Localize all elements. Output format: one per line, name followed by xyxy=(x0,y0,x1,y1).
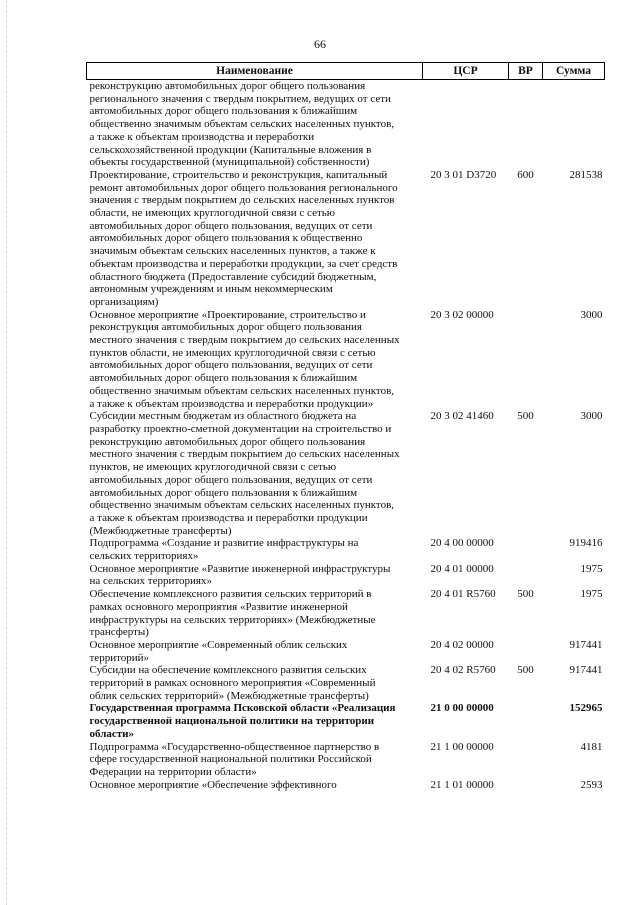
header-sum: Сумма xyxy=(543,63,605,80)
row-name-cell xyxy=(87,702,423,740)
budget-table xyxy=(86,62,605,791)
table-row xyxy=(87,309,605,411)
row-name-line: ремонт автомобильных дорог общего пользования регионального xyxy=(89,181,398,194)
row-name-line: объектам производства и переработки продукции, за счет средств xyxy=(89,257,398,270)
row-sum-cell: 2593 xyxy=(580,778,603,791)
row-name-line: Основное мероприятие «Проектирование, строительство и xyxy=(89,308,366,321)
row-name-cell xyxy=(87,410,423,537)
row-csr-cell: 21 0 00 00000 xyxy=(430,702,494,715)
row-name-line: Основное мероприятие «Современный облик сельских xyxy=(89,638,348,651)
row-name-line: инфраструктуры на сельских территориях» (Межбюджетные xyxy=(89,613,376,626)
row-csr-cell: 21 1 01 00000 xyxy=(430,778,494,791)
row-name-cell xyxy=(87,80,423,169)
row-vr-cell xyxy=(509,563,543,588)
row-name-line: значения с твердым покрытием до сельских населенных пунктов xyxy=(89,194,395,207)
row-csr-cell: 20 4 01 00000 xyxy=(430,562,494,575)
row-vr-cell xyxy=(509,309,543,411)
row-vr-cell xyxy=(509,741,543,779)
table-row xyxy=(87,779,605,792)
table-row xyxy=(87,537,605,562)
row-name-line: государственной национальной политики на территории xyxy=(89,715,375,728)
row-name-line: на сельских территориях» xyxy=(89,575,212,588)
row-vr-cell xyxy=(509,779,543,792)
row-name-line: автомобильных дорог общего пользования, ведущих от сети xyxy=(89,359,373,372)
row-vr-cell: 500 xyxy=(517,588,534,601)
row-name-line: реконструкцию автомобильных дорог общего пользования xyxy=(89,80,366,92)
row-name-cell xyxy=(87,309,423,411)
row-name-line: рамках основного мероприятия «Развитие инженерной xyxy=(89,600,348,613)
row-name-line: (Межбюджетные трансферты) xyxy=(89,524,232,537)
row-sum-cell: 1975 xyxy=(580,588,603,601)
row-vr-cell: 500 xyxy=(517,410,534,423)
table-row xyxy=(87,80,605,169)
row-name-line: а также к объектам производства и переработки продукции» xyxy=(89,397,374,410)
page-edge-rule xyxy=(6,0,8,905)
row-name-cell xyxy=(87,537,423,562)
row-name-line: Субсидии местным бюджетам из областного бюджета на xyxy=(89,410,357,423)
row-name-line: Государственная программа Псковской области «Реализация xyxy=(89,702,396,715)
row-name-cell xyxy=(87,563,423,588)
row-sum-cell: 3000 xyxy=(580,308,603,321)
table-header xyxy=(87,63,605,80)
row-vr-cell: 600 xyxy=(517,168,534,181)
row-csr-cell: 20 3 01 D3720 xyxy=(430,168,497,181)
row-sum-cell: 917441 xyxy=(569,664,603,677)
row-name-line: территорий» xyxy=(89,651,150,664)
row-name-line: реконструкция автомобильных дорог общего пользования xyxy=(89,321,362,334)
row-vr-cell xyxy=(509,80,543,169)
table-row xyxy=(87,702,605,740)
row-name-line: автономным учреждениям и иным некоммерческим xyxy=(89,283,333,296)
header-csr: ЦСР xyxy=(423,63,509,80)
table-row xyxy=(87,741,605,779)
row-name-line: Основное мероприятие «Развитие инженерной инфраструктуры xyxy=(89,562,391,575)
row-name-line: реконструкцию автомобильных дорог общего пользования xyxy=(89,435,366,448)
header-row xyxy=(87,63,605,80)
row-vr-cell xyxy=(509,702,543,740)
row-name-line: Субсидии на обеспечение комплексного развития сельских xyxy=(89,664,367,677)
row-sum-cell: 917441 xyxy=(569,638,603,651)
row-name-line: областного бюджета (Предоставление субсидий бюджетным, xyxy=(89,270,377,283)
row-csr-cell: 20 3 02 00000 xyxy=(430,308,494,321)
row-name-line: пунктов, не имеющих круглогодичной связи с сетью xyxy=(89,461,337,474)
row-sum-cell: 152965 xyxy=(569,702,603,715)
row-vr-cell xyxy=(509,537,543,562)
table-body xyxy=(87,80,605,792)
row-name-line: а также к объектам производства и переработки продукции xyxy=(89,511,368,524)
header-name: Наименование xyxy=(87,63,423,80)
row-name-cell xyxy=(87,779,423,792)
row-name-line: сфере государственной национальной политики Российской xyxy=(89,753,372,766)
row-name-line: Подпрограмма «Создание и развитие инфраструктуры на xyxy=(89,537,359,550)
row-sum-cell: 281538 xyxy=(569,168,603,181)
row-csr-cell: 20 4 01 R5760 xyxy=(430,588,496,601)
row-name-line: регионального значения с твердым покрытием, ведущих от сети xyxy=(89,92,391,105)
row-vr-cell: 500 xyxy=(517,664,534,677)
row-name-line: трансферты) xyxy=(89,626,149,639)
row-name-cell xyxy=(87,639,423,664)
row-csr-cell: 21 1 00 00000 xyxy=(430,740,494,753)
row-name-line: территорий в рамках основного мероприятия «Современный xyxy=(89,677,376,690)
row-name-line: автомобильных дорог общего пользования, ведущих от сети xyxy=(89,473,373,486)
row-name-line: Федерации на территории области» xyxy=(89,765,257,778)
row-name-line: облик сельских территорий» (Межбюджетные трансферты) xyxy=(89,689,369,702)
row-name-cell xyxy=(87,588,423,639)
row-name-line: значимым объектам сельских населенных пунктов, а также к xyxy=(89,245,376,258)
header-vr: ВР xyxy=(509,63,543,80)
row-name-line: Обеспечение комплексного развития сельских территорий в xyxy=(89,588,372,601)
row-csr-cell xyxy=(423,80,509,169)
row-name-line: пунктов области, не имеющих круглогодичной связи с сетью xyxy=(89,346,376,359)
row-name-line: сельскохозяйственной продукции (Капитальные вложения в xyxy=(89,143,372,156)
row-name-line: объекты государственной (муниципальной) собственности) xyxy=(89,156,370,169)
row-csr-cell: 20 4 00 00000 xyxy=(430,537,494,550)
table-row xyxy=(87,410,605,537)
table-row xyxy=(87,588,605,639)
row-name-line: Основное мероприятие «Обеспечение эффективного xyxy=(89,778,337,791)
row-name-line: местного значения с твердым покрытием до сельских населенных xyxy=(89,448,400,461)
row-name-line: организациям) xyxy=(89,295,159,308)
row-name-cell xyxy=(87,664,423,702)
row-csr-cell: 20 4 02 R5760 xyxy=(430,664,496,677)
row-csr-cell: 20 4 02 00000 xyxy=(430,638,494,651)
row-name-line: автомобильных дорог общего пользования, ведущих от сети xyxy=(89,219,373,232)
row-name-line: общественно значимым объектам сельских населенных пунктов, xyxy=(89,499,395,512)
row-name-line: автомобильных дорог общего пользования к ближайшим xyxy=(89,486,358,499)
row-name-line: автомобильных дорог общего пользования к ближайшим xyxy=(89,105,358,118)
table-row xyxy=(87,639,605,664)
row-name-line: Подпрограмма «Государственно-общественное партнерство в xyxy=(89,740,380,753)
table-row xyxy=(87,664,605,702)
row-name-line: области, не имеющих круглогодичной связи с сетью xyxy=(89,207,335,220)
row-name-line: а также к объектам производства и переработки xyxy=(89,130,315,143)
row-name-line: автомобильных дорог общего пользования к общественно xyxy=(89,232,363,245)
row-vr-cell xyxy=(509,639,543,664)
row-name-line: разработку проектно-сметной документации на строительство и xyxy=(89,422,392,435)
row-name-line: общественно значимым объектам сельских населенных пунктов, xyxy=(89,384,395,397)
row-sum-cell: 919416 xyxy=(569,537,603,550)
row-csr-cell: 20 3 02 41460 xyxy=(430,410,494,423)
row-name-line: общественно значимым объектам сельских населенных пунктов, xyxy=(89,118,395,131)
row-sum-cell: 3000 xyxy=(580,410,603,423)
row-name-line: местного значения с твердым покрытием до сельских населенных xyxy=(89,334,400,347)
table-row xyxy=(87,563,605,588)
row-name-line: Проектирование, строительство и реконструкция, капитальный xyxy=(89,168,388,181)
row-sum-cell xyxy=(543,80,605,169)
row-name-cell xyxy=(87,741,423,779)
row-name-line: автомобильных дорог общего пользования к ближайшим xyxy=(89,372,358,385)
row-sum-cell: 4181 xyxy=(580,740,603,753)
row-sum-cell: 1975 xyxy=(580,562,603,575)
row-name-line: области» xyxy=(89,727,135,740)
row-name-cell xyxy=(87,169,423,309)
table-row xyxy=(87,169,605,309)
page-number: 66 xyxy=(314,37,326,51)
row-name-line: сельских территориях» xyxy=(89,550,199,563)
